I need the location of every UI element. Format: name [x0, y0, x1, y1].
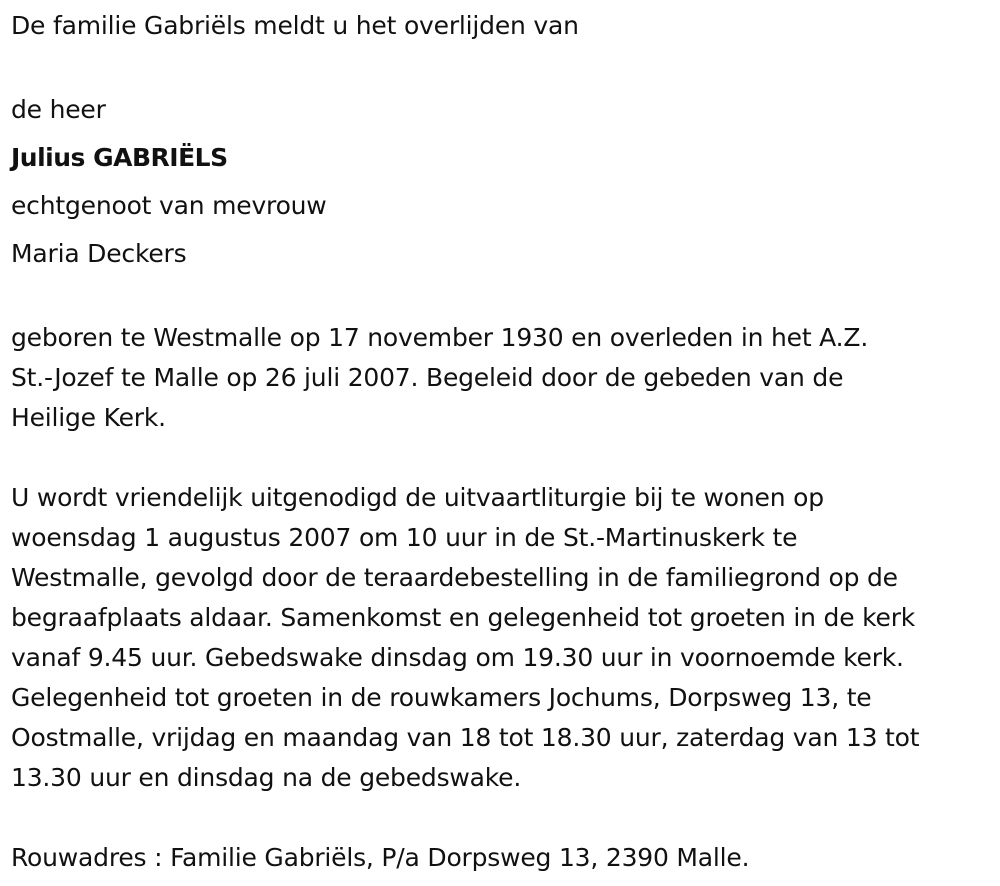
paragraph-line: geboren te Westmalle op 17 november 1930 en overleden in het A.Z. — [11, 323, 869, 352]
deceased-name: Julius GABRIËLS — [11, 143, 228, 172]
spacer — [11, 438, 996, 478]
intro-text: De familie Gabriëls meldt u het overlijden van — [11, 11, 579, 40]
spacer — [11, 278, 996, 318]
spacer — [11, 798, 996, 838]
paragraph-line: U wordt vriendelijk uitgenodigd de uitvaartliturgie bij te wonen op — [11, 483, 824, 512]
paragraph-line: Oostmalle, vrijdag en maandag van 18 tot 18.30 uur, zaterdag van 13 tot — [11, 723, 920, 752]
paragraph-line: begraafplaats aldaar. Samenkomst en gelegenheid tot groeten in de kerk — [11, 603, 916, 632]
spouse-label: echtgenoot van mevrouw — [11, 191, 327, 220]
salutation-text: de heer — [11, 95, 106, 124]
spouse-name: Maria Deckers — [11, 239, 187, 268]
paragraph-line: Westmalle, gevolgd door de teraardebestelling in de familiegrond op de — [11, 563, 898, 592]
birth-death-paragraph — [11, 318, 996, 438]
paragraph-line: St.-Jozef te Malle op 26 juli 2007. Begeleid door de gebeden van de — [11, 363, 844, 392]
funeral-paragraph — [11, 478, 996, 798]
address-text: Rouwadres : Familie Gabriëls, P/a Dorpsweg 13, 2390 Malle. — [11, 843, 750, 872]
paragraph-line: Gelegenheid tot groeten in de rouwkamers Jochums, Dorpsweg 13, te — [11, 683, 872, 712]
spacer — [11, 46, 996, 86]
paragraph-line: woensdag 1 augustus 2007 om 10 uur in de St.-Martinuskerk te — [11, 523, 798, 552]
paragraph-line: Heilige Kerk. — [11, 403, 166, 432]
paragraph-line: 13.30 uur en dinsdag na de gebedswake. — [11, 763, 522, 792]
paragraph-line: vanaf 9.45 uur. Gebedswake dinsdag om 19.30 uur in voornoemde kerk. — [11, 643, 904, 672]
death-notice — [11, 6, 996, 878]
